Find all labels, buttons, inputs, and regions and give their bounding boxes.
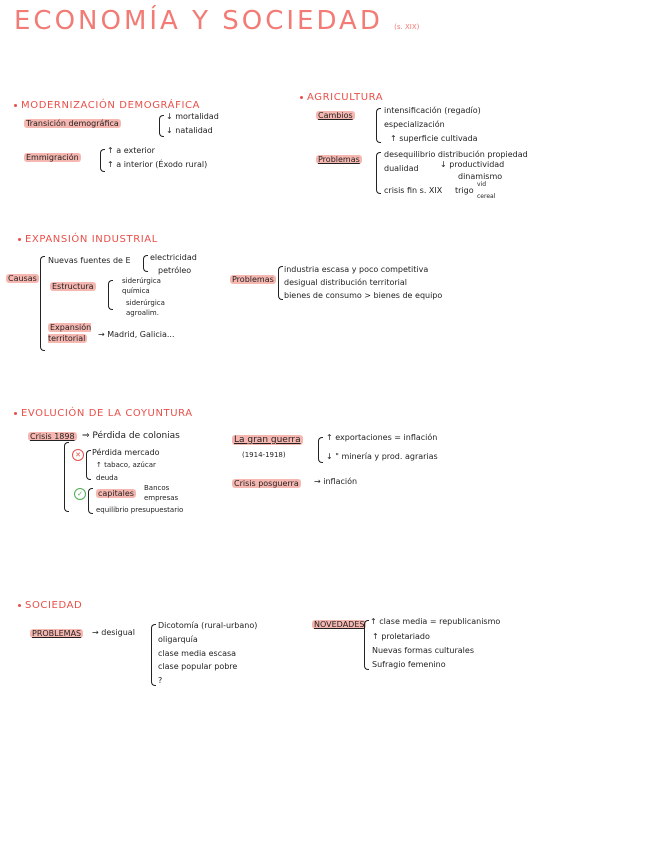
brace [64, 442, 69, 512]
expansion-territorial-item: → Madrid, Galicia... [98, 330, 175, 339]
desigual-item: clase popular pobre [158, 662, 238, 671]
emigracion-label: Emmigración [26, 153, 79, 162]
brace [88, 488, 93, 514]
heading-modernizacion: MODERNIZACIÓN DEMOGRÁFICA [14, 100, 200, 111]
title-main: ECONOMÍA Y SOCIEDAD [14, 6, 383, 36]
brace [376, 108, 381, 143]
gran-guerra-label: La gran guerra [234, 435, 301, 445]
problemas-ind-label: Problemas [232, 275, 274, 284]
brace [159, 115, 164, 137]
brace [143, 255, 148, 272]
brace [364, 620, 369, 670]
transicion-label: Transición demográfica [26, 119, 119, 128]
problemas-agri-item: crisis fin s. XIX [384, 186, 443, 195]
neg-item: Pérdida mercado [92, 448, 160, 457]
perdida-colonias: ⇒ Pérdida de colonias [82, 431, 180, 441]
problemas-ind-item: bienes de consumo > bienes de equipo [284, 291, 443, 300]
cambios-item: especialización [384, 120, 445, 129]
bullet-icon [18, 604, 21, 607]
check-icon: ✓ [74, 488, 86, 500]
heading-agricultura: AGRICULTURA [300, 92, 383, 103]
desigual-item: ? [158, 676, 163, 685]
brace [278, 266, 283, 300]
gran-guerra-years: (1914-1918) [242, 451, 286, 459]
problemas-ind-item: industria escasa y poco competitiva [284, 265, 429, 274]
title-sub: (s. XIX) [394, 23, 420, 31]
heading-expansion: EXPANSIÓN INDUSTRIAL [18, 234, 158, 245]
gran-guerra-item: ↓ " minería y prod. agrarias [326, 452, 438, 461]
trans-item: ↓ natalidad [166, 126, 213, 135]
bullet-icon [14, 104, 17, 107]
problemas-soc-label: PROBLEMAS [32, 629, 82, 638]
emig-item: ↑ a exterior [107, 146, 155, 155]
page-title [14, 6, 419, 36]
brace [108, 280, 113, 310]
estructura-item: agroalim. [126, 309, 159, 317]
brace [151, 624, 156, 686]
capitales-label: capitales [98, 489, 134, 498]
crisis-item: trigo [455, 186, 474, 195]
brace [100, 149, 105, 172]
brace [318, 437, 323, 463]
desigual-item: Dicotomía (rural-urbano) [158, 621, 258, 630]
problemas-agri-item: dualidad [384, 164, 419, 173]
heading-sociedad: SOCIEDAD [18, 600, 82, 611]
causas-label: Causas [8, 274, 37, 283]
problemas-ind-item: desigual distribución territorial [284, 278, 407, 287]
novedades-item: Nuevas formas culturales [372, 646, 474, 655]
bullet-icon [300, 96, 303, 99]
gran-guerra-item: ↑ exportaciones = inflación [326, 433, 438, 442]
expansion-territorial-label: Expansión territorial [48, 323, 92, 343]
neg-item: ↑ tabaco, azúcar [96, 461, 156, 469]
novedades-label: NOVEDADES [314, 620, 365, 629]
cambios-item: intensificación (regadío) [384, 106, 481, 115]
nuevas-label: Nuevas fuentes de E [48, 256, 131, 265]
crisis-item: cereal [477, 193, 496, 200]
novedades-item: Sufragio femenino [372, 660, 446, 669]
brace [86, 450, 91, 480]
brace [40, 256, 45, 351]
capitales-item: Bancos [144, 484, 170, 492]
neg-item: deuda [96, 474, 118, 482]
capitales-item: empresas [144, 494, 179, 502]
desigual-label: → desigual [92, 628, 135, 637]
dualidad-item: ↓ productividad [440, 160, 505, 169]
trans-item: ↓ mortalidad [166, 112, 219, 121]
equilibrio-item: equilibrio presupuestario [96, 506, 184, 514]
crisis-item: vid [477, 181, 487, 188]
estructura-item: siderúrgica [122, 277, 161, 285]
problemas-agri-label: Problemas [318, 155, 360, 164]
crisis-posguerra-label: Crisis posguerra [234, 479, 299, 488]
emig-item: ↑ a interior (Éxodo rural) [107, 160, 208, 169]
novedades-item: ↑ proletariado [372, 632, 430, 641]
cambios-label: Cambios [318, 111, 353, 120]
estructura-item: química [122, 287, 150, 295]
nuevas-item: electricidad [150, 253, 197, 262]
problemas-agri-item: desequilibrio distribución propiedad [384, 150, 528, 159]
nuevas-item: petróleo [158, 266, 192, 275]
bullet-icon [18, 238, 21, 241]
heading-coyuntura: EVOLUCIÓN DE LA COYUNTURA [14, 408, 193, 419]
cross-icon: ✕ [72, 449, 84, 461]
cambios-item: ↑ superficie cultivada [390, 134, 478, 143]
estructura-label: Estructura [52, 282, 94, 291]
desigual-item: oligarquía [158, 635, 198, 644]
bullet-icon [14, 412, 17, 415]
crisis-posguerra-item: → inflación [314, 477, 358, 486]
dualidad-item: dinamismo [458, 172, 503, 181]
desigual-item: clase media escasa [158, 649, 237, 658]
crisis-1898-label: Crisis 1898 [30, 432, 75, 441]
estructura-item: siderúrgica [126, 299, 165, 307]
novedades-item: ↑ clase media = republicanismo [370, 617, 501, 626]
brace [376, 152, 381, 194]
